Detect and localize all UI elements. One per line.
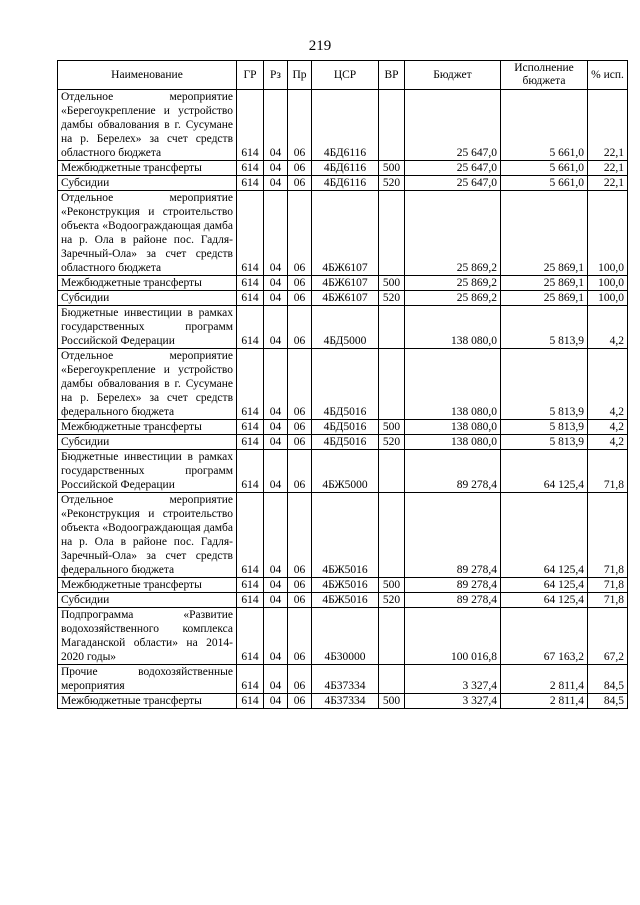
- cell-budget: 138 080,0: [405, 435, 501, 450]
- cell-name: Подпрограмма «Развитие водохозяйственного комплекса Магаданской области» на 2014-2020 годы»: [58, 608, 237, 665]
- cell-pr: 06: [288, 608, 312, 665]
- cell-rz: 04: [264, 306, 288, 349]
- cell-csr: 4БД6116: [312, 176, 379, 191]
- cell-gr: 614: [237, 306, 264, 349]
- cell-name: Межбюджетные трансферты: [58, 161, 237, 176]
- cell-execution: 25 869,1: [501, 276, 588, 291]
- cell-gr: 614: [237, 161, 264, 176]
- table-row: [58, 665, 628, 694]
- cell-pr: 06: [288, 493, 312, 578]
- cell-percent: 4,2: [588, 349, 628, 420]
- cell-pr: 06: [288, 349, 312, 420]
- header-name: Наименование: [58, 61, 237, 90]
- cell-vr: 500: [379, 694, 405, 709]
- cell-gr: 614: [237, 694, 264, 709]
- cell-percent: 71,8: [588, 493, 628, 578]
- cell-budget: 25 869,2: [405, 191, 501, 276]
- header-pr: Пр: [288, 61, 312, 90]
- cell-gr: 614: [237, 176, 264, 191]
- cell-gr: 614: [237, 420, 264, 435]
- cell-gr: 614: [237, 450, 264, 493]
- cell-csr: 4БЖ5016: [312, 493, 379, 578]
- table-row: [58, 450, 628, 493]
- cell-csr: 4БЖ6107: [312, 191, 379, 276]
- cell-pr: 06: [288, 665, 312, 694]
- cell-percent: 67,2: [588, 608, 628, 665]
- cell-execution: 5 661,0: [501, 90, 588, 161]
- table-row: [58, 694, 628, 709]
- cell-name: Отдельное мероприятие «Берегоукрепление и устройство дамбы обвалования в г. Сусумане на р. Берелех» за счет средств федерального бюджета: [58, 349, 237, 420]
- header-gr: ГР: [237, 61, 264, 90]
- cell-name: Межбюджетные трансферты: [58, 694, 237, 709]
- cell-csr: 4БЖ5016: [312, 578, 379, 593]
- cell-csr: 4Б30000: [312, 608, 379, 665]
- cell-vr: [379, 90, 405, 161]
- cell-csr: 4БД6116: [312, 90, 379, 161]
- cell-vr: 520: [379, 291, 405, 306]
- cell-name: Межбюджетные трансферты: [58, 578, 237, 593]
- cell-vr: 520: [379, 176, 405, 191]
- table-row: [58, 593, 628, 608]
- cell-gr: 614: [237, 493, 264, 578]
- cell-gr: 614: [237, 608, 264, 665]
- cell-budget: 89 278,4: [405, 493, 501, 578]
- table-row: [58, 349, 628, 420]
- cell-percent: 71,8: [588, 450, 628, 493]
- cell-execution: 67 163,2: [501, 608, 588, 665]
- cell-csr: 4Б37334: [312, 694, 379, 709]
- cell-percent: 71,8: [588, 593, 628, 608]
- page-number: 219: [308, 38, 332, 54]
- cell-csr: 4БЖ5000: [312, 450, 379, 493]
- cell-budget: 3 327,4: [405, 694, 501, 709]
- cell-percent: 100,0: [588, 291, 628, 306]
- cell-percent: 84,5: [588, 665, 628, 694]
- table-body: [58, 90, 628, 709]
- cell-execution: 5 813,9: [501, 349, 588, 420]
- cell-gr: 614: [237, 578, 264, 593]
- cell-name: Субсидии: [58, 593, 237, 608]
- cell-rz: 04: [264, 694, 288, 709]
- cell-vr: [379, 306, 405, 349]
- table-row: [58, 291, 628, 306]
- cell-vr: [379, 493, 405, 578]
- cell-csr: 4БД5000: [312, 306, 379, 349]
- cell-budget: 100 016,8: [405, 608, 501, 665]
- cell-pr: 06: [288, 191, 312, 276]
- cell-budget: 138 080,0: [405, 306, 501, 349]
- cell-budget: 89 278,4: [405, 593, 501, 608]
- cell-name: Прочие водохозяйственные мероприятия: [58, 665, 237, 694]
- cell-rz: 04: [264, 276, 288, 291]
- cell-vr: [379, 191, 405, 276]
- cell-gr: 614: [237, 435, 264, 450]
- cell-budget: 3 327,4: [405, 665, 501, 694]
- cell-vr: 520: [379, 435, 405, 450]
- cell-pr: 06: [288, 420, 312, 435]
- cell-gr: 614: [237, 291, 264, 306]
- cell-execution: 64 125,4: [501, 450, 588, 493]
- cell-execution: 64 125,4: [501, 593, 588, 608]
- cell-csr: 4БД5016: [312, 420, 379, 435]
- cell-vr: [379, 608, 405, 665]
- cell-percent: 100,0: [588, 191, 628, 276]
- table-row: [58, 191, 628, 276]
- cell-rz: 04: [264, 593, 288, 608]
- cell-pr: 06: [288, 435, 312, 450]
- cell-rz: 04: [264, 608, 288, 665]
- cell-percent: 84,5: [588, 694, 628, 709]
- table-row: [58, 161, 628, 176]
- header-budget: Бюджет: [405, 61, 501, 90]
- cell-gr: 614: [237, 191, 264, 276]
- table-row: [58, 608, 628, 665]
- cell-pr: 06: [288, 450, 312, 493]
- cell-percent: 71,8: [588, 578, 628, 593]
- table-row: [58, 90, 628, 161]
- cell-csr: 4БД5016: [312, 349, 379, 420]
- cell-percent: 22,1: [588, 90, 628, 161]
- header-csr: ЦСР: [312, 61, 379, 90]
- table-row: [58, 420, 628, 435]
- cell-execution: 64 125,4: [501, 578, 588, 593]
- cell-csr: 4Б37334: [312, 665, 379, 694]
- cell-rz: 04: [264, 450, 288, 493]
- cell-execution: 25 869,1: [501, 291, 588, 306]
- header-rz: Рз: [264, 61, 288, 90]
- cell-budget: 25 869,2: [405, 291, 501, 306]
- cell-pr: 06: [288, 276, 312, 291]
- cell-pr: 06: [288, 593, 312, 608]
- cell-name: Субсидии: [58, 291, 237, 306]
- cell-rz: 04: [264, 291, 288, 306]
- budget-table: [57, 60, 628, 709]
- cell-budget: 89 278,4: [405, 578, 501, 593]
- cell-execution: 2 811,4: [501, 694, 588, 709]
- cell-name: Отдельное мероприятие «Берегоукрепление и устройство дамбы обвалования в г. Сусумане на р. Берелех» за счет средств областного бюджета: [58, 90, 237, 161]
- cell-gr: 614: [237, 593, 264, 608]
- table-row: [58, 176, 628, 191]
- cell-execution: 5 813,9: [501, 435, 588, 450]
- cell-name: Отдельное мероприятие «Реконструкция и строительство объекта «Водоограждающая дамба на р. Ола в районе пос. Гадля-Заречный-Ола» за счет средств областного бюджета: [58, 191, 237, 276]
- cell-percent: 100,0: [588, 276, 628, 291]
- table-row: [58, 493, 628, 578]
- header-percent: % исп.: [588, 61, 628, 90]
- cell-rz: 04: [264, 435, 288, 450]
- table-header: [58, 61, 628, 90]
- cell-budget: 25 647,0: [405, 161, 501, 176]
- cell-csr: 4БЖ6107: [312, 276, 379, 291]
- cell-name: Бюджетные инвестиции в рамках государственных программ Российской Федерации: [58, 450, 237, 493]
- cell-percent: 22,1: [588, 161, 628, 176]
- cell-name: Бюджетные инвестиции в рамках государственных программ Российской Федерации: [58, 306, 237, 349]
- cell-rz: 04: [264, 176, 288, 191]
- cell-rz: 04: [264, 90, 288, 161]
- cell-execution: 5 813,9: [501, 306, 588, 349]
- cell-budget: 25 647,0: [405, 176, 501, 191]
- cell-execution: 2 811,4: [501, 665, 588, 694]
- cell-execution: 64 125,4: [501, 493, 588, 578]
- cell-csr: 4БД6116: [312, 161, 379, 176]
- cell-gr: 614: [237, 90, 264, 161]
- cell-pr: 06: [288, 176, 312, 191]
- cell-name: Межбюджетные трансферты: [58, 276, 237, 291]
- cell-budget: 138 080,0: [405, 349, 501, 420]
- cell-execution: 5 661,0: [501, 161, 588, 176]
- cell-rz: 04: [264, 493, 288, 578]
- cell-rz: 04: [264, 349, 288, 420]
- cell-gr: 614: [237, 665, 264, 694]
- cell-name: Субсидии: [58, 435, 237, 450]
- header-execution: Исполнение бюджета: [501, 61, 588, 90]
- cell-rz: 04: [264, 161, 288, 176]
- cell-csr: 4БЖ5016: [312, 593, 379, 608]
- cell-rz: 04: [264, 191, 288, 276]
- cell-gr: 614: [237, 276, 264, 291]
- cell-vr: 500: [379, 420, 405, 435]
- cell-execution: 5 813,9: [501, 420, 588, 435]
- cell-execution: 5 661,0: [501, 176, 588, 191]
- cell-execution: 25 869,1: [501, 191, 588, 276]
- cell-rz: 04: [264, 420, 288, 435]
- cell-rz: 04: [264, 578, 288, 593]
- cell-vr: 500: [379, 578, 405, 593]
- cell-vr: [379, 349, 405, 420]
- cell-budget: 25 869,2: [405, 276, 501, 291]
- cell-percent: 22,1: [588, 176, 628, 191]
- cell-gr: 614: [237, 349, 264, 420]
- cell-pr: 06: [288, 291, 312, 306]
- cell-budget: 138 080,0: [405, 420, 501, 435]
- cell-pr: 06: [288, 306, 312, 349]
- cell-pr: 06: [288, 90, 312, 161]
- cell-budget: 89 278,4: [405, 450, 501, 493]
- table-row: [58, 435, 628, 450]
- header-vr: ВР: [379, 61, 405, 90]
- cell-pr: 06: [288, 578, 312, 593]
- cell-percent: 4,2: [588, 306, 628, 349]
- cell-vr: [379, 665, 405, 694]
- cell-pr: 06: [288, 161, 312, 176]
- table-row: [58, 276, 628, 291]
- cell-percent: 4,2: [588, 435, 628, 450]
- cell-vr: [379, 450, 405, 493]
- cell-name: Межбюджетные трансферты: [58, 420, 237, 435]
- cell-name: Субсидии: [58, 176, 237, 191]
- cell-rz: 04: [264, 665, 288, 694]
- table-row: [58, 306, 628, 349]
- cell-csr: 4БД5016: [312, 435, 379, 450]
- cell-vr: 500: [379, 161, 405, 176]
- cell-name: Отдельное мероприятие «Реконструкция и строительство объекта «Водоограждающая дамба на р. Ола в районе пос. Гадля-Заречный-Ола» за счет средств федерального бюджета: [58, 493, 237, 578]
- cell-pr: 06: [288, 694, 312, 709]
- table-row: [58, 578, 628, 593]
- cell-csr: 4БЖ6107: [312, 291, 379, 306]
- cell-budget: 25 647,0: [405, 90, 501, 161]
- cell-percent: 4,2: [588, 420, 628, 435]
- cell-vr: 500: [379, 276, 405, 291]
- cell-vr: 520: [379, 593, 405, 608]
